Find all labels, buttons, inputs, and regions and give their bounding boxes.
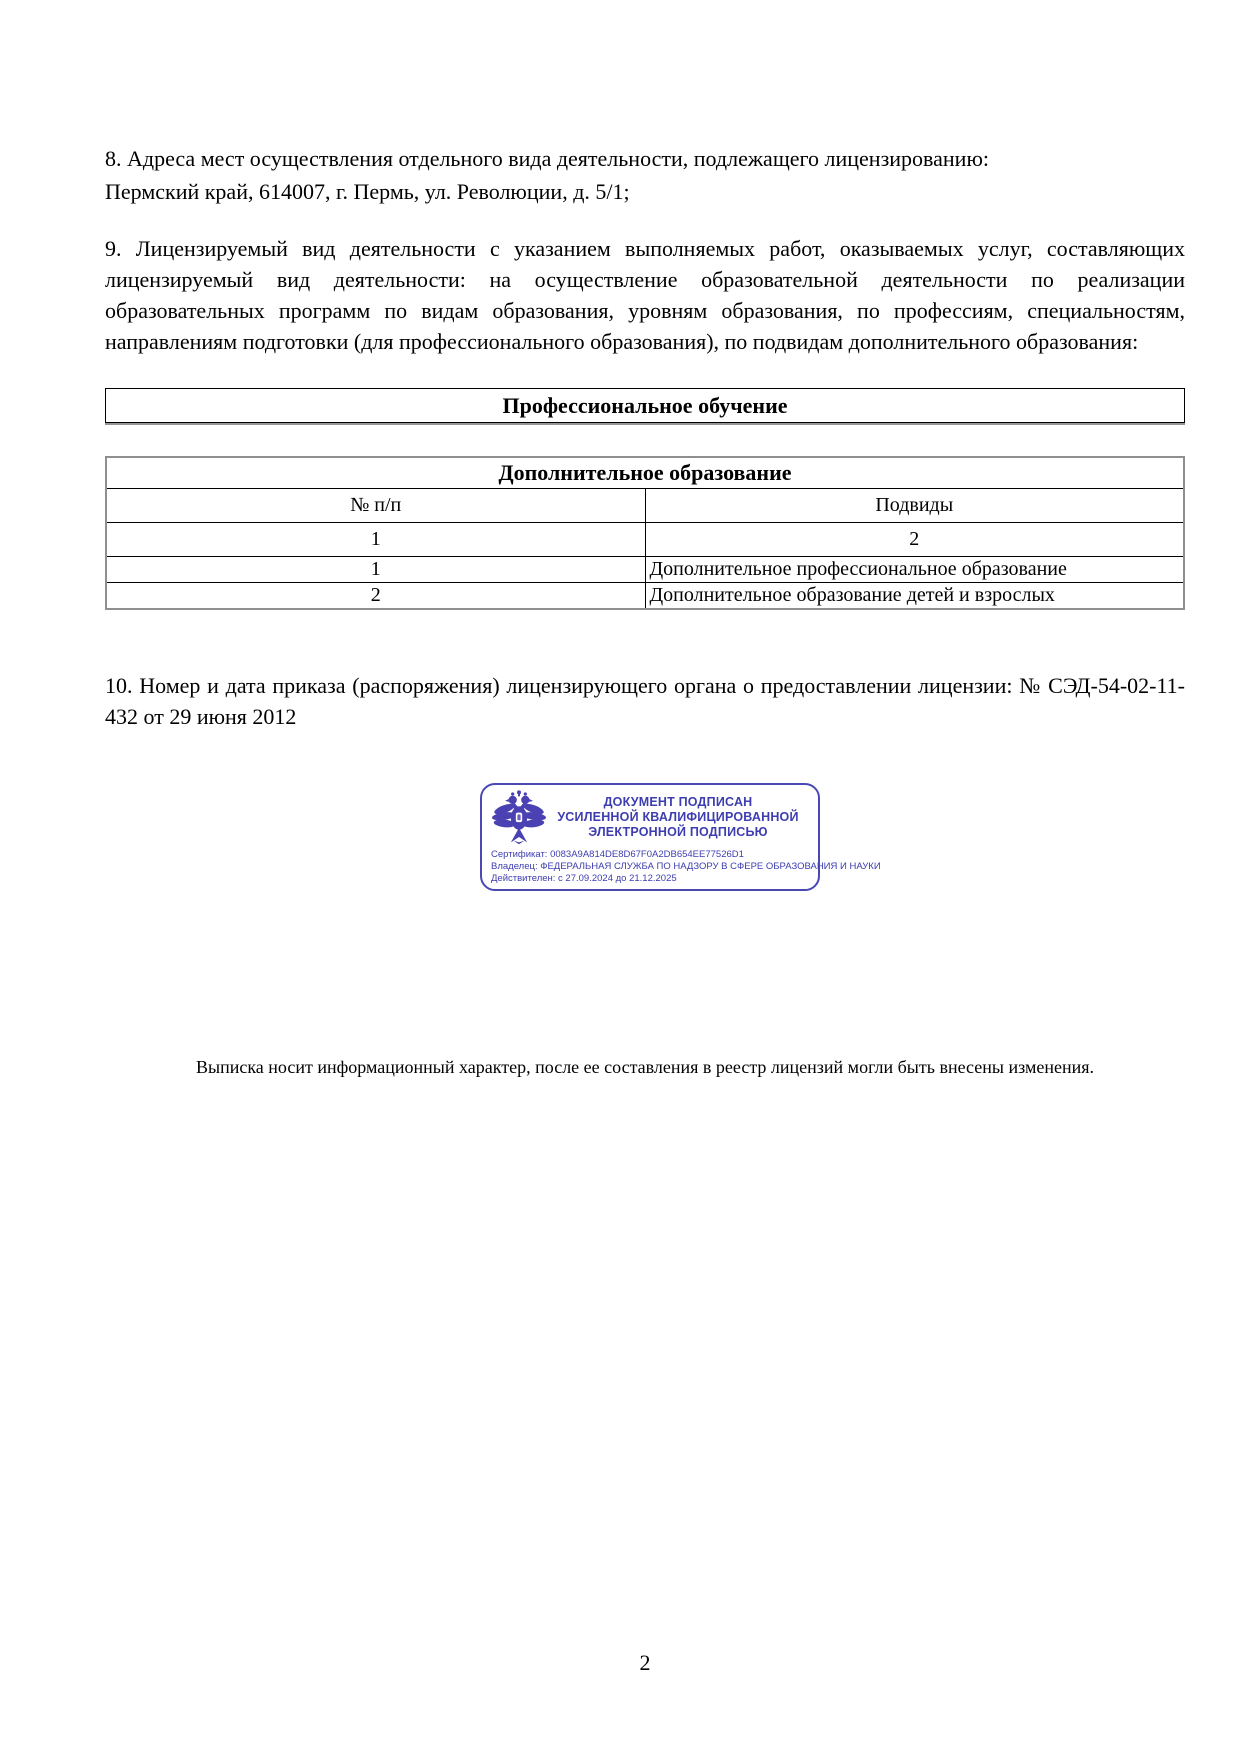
signature-stamp <box>480 783 881 891</box>
paragraph-10: 10. Номер и дата приказа (распоряжения) лицензирующего органа о предоставлении лицензии: № СЭД-54-02-11-432 от 29 июня 2012 <box>105 673 1185 729</box>
table-row <box>106 583 1184 610</box>
row-num: 2 <box>106 583 645 610</box>
certificate-line: Сертификат: 0083A9A814DE8D67F0A2DB654EE77526D1 <box>491 849 744 860</box>
additional-education-table <box>105 456 1185 610</box>
row-subtype: Дополнительное профессиональное образование <box>645 557 1184 583</box>
stamp-title-line-1: ДОКУМЕНТ ПОДПИСАН <box>603 794 753 809</box>
stamp-title-line-2: УСИЛЕННОЙ КВАЛИФИЦИРОВАННОЙ <box>557 809 799 824</box>
paragraph-9: 9. Лицензируемый вид деятельности с указанием выполняемых работ, оказываемых услуг, составляющих лицензируемый вид деятельности: на осуществление образовательной деятельности по реализации образовательных программ по видам образования, уровням образования, по профессиям, специальностям, направлениям подготовки (для профессионального образования), по подвидам дополнительного образования: <box>105 236 1185 354</box>
column-header-num: № п/п <box>106 489 645 523</box>
table-index-row <box>106 523 1184 557</box>
table-title-row <box>106 457 1184 489</box>
table-row <box>106 557 1184 583</box>
table-header-row <box>106 489 1184 523</box>
column-index-subtypes: 2 <box>645 523 1184 557</box>
column-header-subtypes: Подвиды <box>645 489 1184 523</box>
row-num: 1 <box>106 557 645 583</box>
paragraph-8-line-1: 8. Адреса мест осуществления отдельного вида деятельности, подлежащего лицензированию: <box>105 146 989 171</box>
paragraph-8-line-2: Пермский край, 614007, г. Пермь, ул. Революции, д. 5/1; <box>105 179 630 204</box>
row-subtype: Дополнительное образование детей и взрослых <box>645 583 1184 610</box>
paragraph-8 <box>105 142 1185 208</box>
column-index-num: 1 <box>106 523 645 557</box>
professional-training-table <box>105 388 1185 423</box>
stamp-title <box>547 795 809 840</box>
owner-line: Владелец: ФЕДЕРАЛЬНАЯ СЛУЖБА ПО НАДЗОРУ В СФЕРЕ ОБРАЗОВАНИЯ И НАУКИ <box>491 861 881 872</box>
validity-line: Действителен: с 27.09.2024 до 21.12.2025 <box>491 873 677 884</box>
table-row <box>106 389 1185 423</box>
stamp-details <box>491 849 881 885</box>
coat-of-arms-icon <box>491 790 547 846</box>
additional-education-title: Дополнительное образование <box>106 457 1184 489</box>
stamp-title-line-3: ЭЛЕКТРОННОЙ ПОДПИСЬЮ <box>588 824 768 839</box>
professional-training-title: Профессиональное обучение <box>106 389 1185 423</box>
info-note: Выписка носит информационный характер, после ее составления в реестр лицензий могли быть внесены изменения. <box>195 1057 1095 1077</box>
page-number: 2 <box>639 1650 651 1675</box>
